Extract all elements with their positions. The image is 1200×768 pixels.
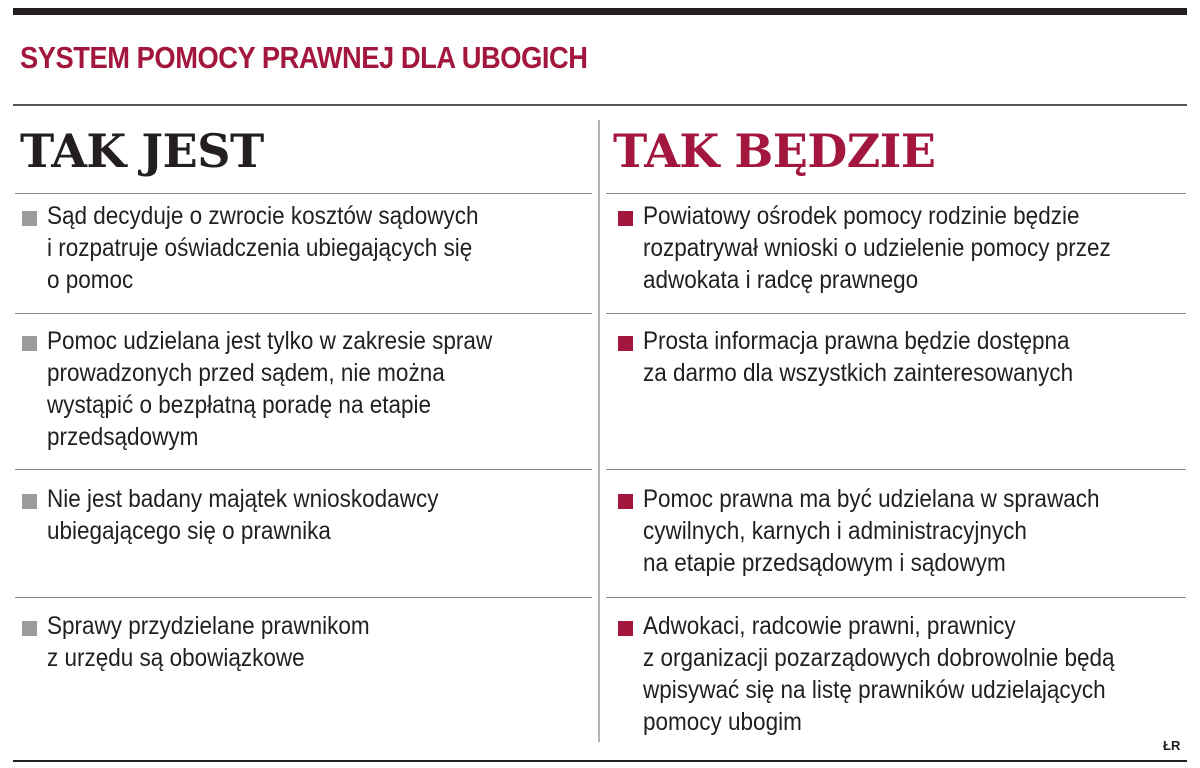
left-row-rule — [15, 193, 592, 194]
right-item-4-line-2: z organizacji pozarządowych dobrowolnie będą — [643, 644, 1115, 672]
left-item-2-line-3: wystąpić o bezpłatną poradę na etapie — [47, 391, 432, 419]
right-item-4-line-1: Adwokaci, radcowie prawni, prawnicy — [643, 612, 1016, 640]
right-item-1 — [643, 200, 1111, 296]
red-bullet-icon — [618, 336, 633, 351]
left-item-2-line-1: Pomoc udzielana jest tylko w zakresie spraw — [47, 327, 493, 355]
left-item-3 — [47, 483, 438, 547]
left-item-1-line-3: o pomoc — [47, 266, 134, 294]
right-item-2 — [643, 325, 1073, 389]
headline: SYSTEM POMOCY PRAWNEJ DLA UBOGICH — [20, 40, 588, 75]
grey-bullet-icon — [22, 621, 37, 636]
left-item-4-line-2: z urzędu są obowiązkowe — [47, 644, 305, 672]
left-item-2-line-4: przedsądowym — [47, 423, 199, 451]
red-bullet-icon — [618, 494, 633, 509]
grey-bullet-icon — [22, 494, 37, 509]
author-credit: ŁR — [1163, 738, 1181, 753]
left-item-3-line-2: ubiegającego się o prawnika — [47, 517, 331, 545]
right-item-1-line-1: Powiatowy ośrodek pomocy rodzinie będzie — [643, 202, 1080, 230]
bottom-rule — [13, 760, 1187, 762]
right-row-rule — [606, 193, 1186, 194]
left-item-4 — [47, 610, 370, 674]
right-column-title: TAK BĘDZIE — [613, 124, 936, 178]
top-rule — [13, 8, 1187, 15]
right-item-2-line-2: za darmo dla wszystkich zainteresowanych — [643, 359, 1074, 387]
grey-bullet-icon — [22, 211, 37, 226]
right-item-1-line-3: adwokata i radcę prawnego — [643, 266, 919, 294]
right-row-rule — [606, 597, 1186, 598]
left-item-1 — [47, 200, 478, 296]
left-item-3-line-1: Nie jest badany majątek wnioskodawcy — [47, 485, 439, 513]
right-row-rule — [606, 469, 1186, 470]
right-item-4-line-3: wpisywać się na listę prawników udzielających — [643, 676, 1106, 704]
right-item-3-line-1: Pomoc prawna ma być udzielana w sprawach — [643, 485, 1100, 513]
right-item-2-line-1: Prosta informacja prawna będzie dostępna — [643, 327, 1070, 355]
left-row-rule — [15, 313, 592, 314]
right-item-1-line-2: rozpatrywał wnioski o udzielenie pomocy przez — [643, 234, 1111, 262]
red-bullet-icon — [618, 211, 633, 226]
right-item-4 — [643, 610, 1115, 738]
left-row-rule — [15, 469, 592, 470]
grey-bullet-icon — [22, 336, 37, 351]
right-item-3 — [643, 483, 1099, 579]
left-item-1-line-2: i rozpatruje oświadczenia ubiegających się — [47, 234, 473, 262]
left-item-4-line-1: Sprawy przydzielane prawnikom — [47, 612, 370, 640]
right-row-rule — [606, 313, 1186, 314]
left-row-rule — [15, 597, 592, 598]
right-item-3-line-2: cywilnych, karnych i administracyjnych — [643, 517, 1027, 545]
red-bullet-icon — [618, 621, 633, 636]
left-item-2 — [47, 325, 492, 453]
headline-rule — [13, 104, 1187, 106]
right-item-4-line-4: pomocy ubogim — [643, 708, 802, 736]
right-item-3-line-3: na etapie przedsądowym i sądowym — [643, 549, 1006, 577]
column-divider — [598, 120, 600, 742]
left-column-title: TAK JEST — [20, 124, 264, 178]
left-item-2-line-2: prowadzonych przed sądem, nie można — [47, 359, 445, 387]
left-item-1-line-1: Sąd decyduje o zwrocie kosztów sądowych — [47, 202, 479, 230]
